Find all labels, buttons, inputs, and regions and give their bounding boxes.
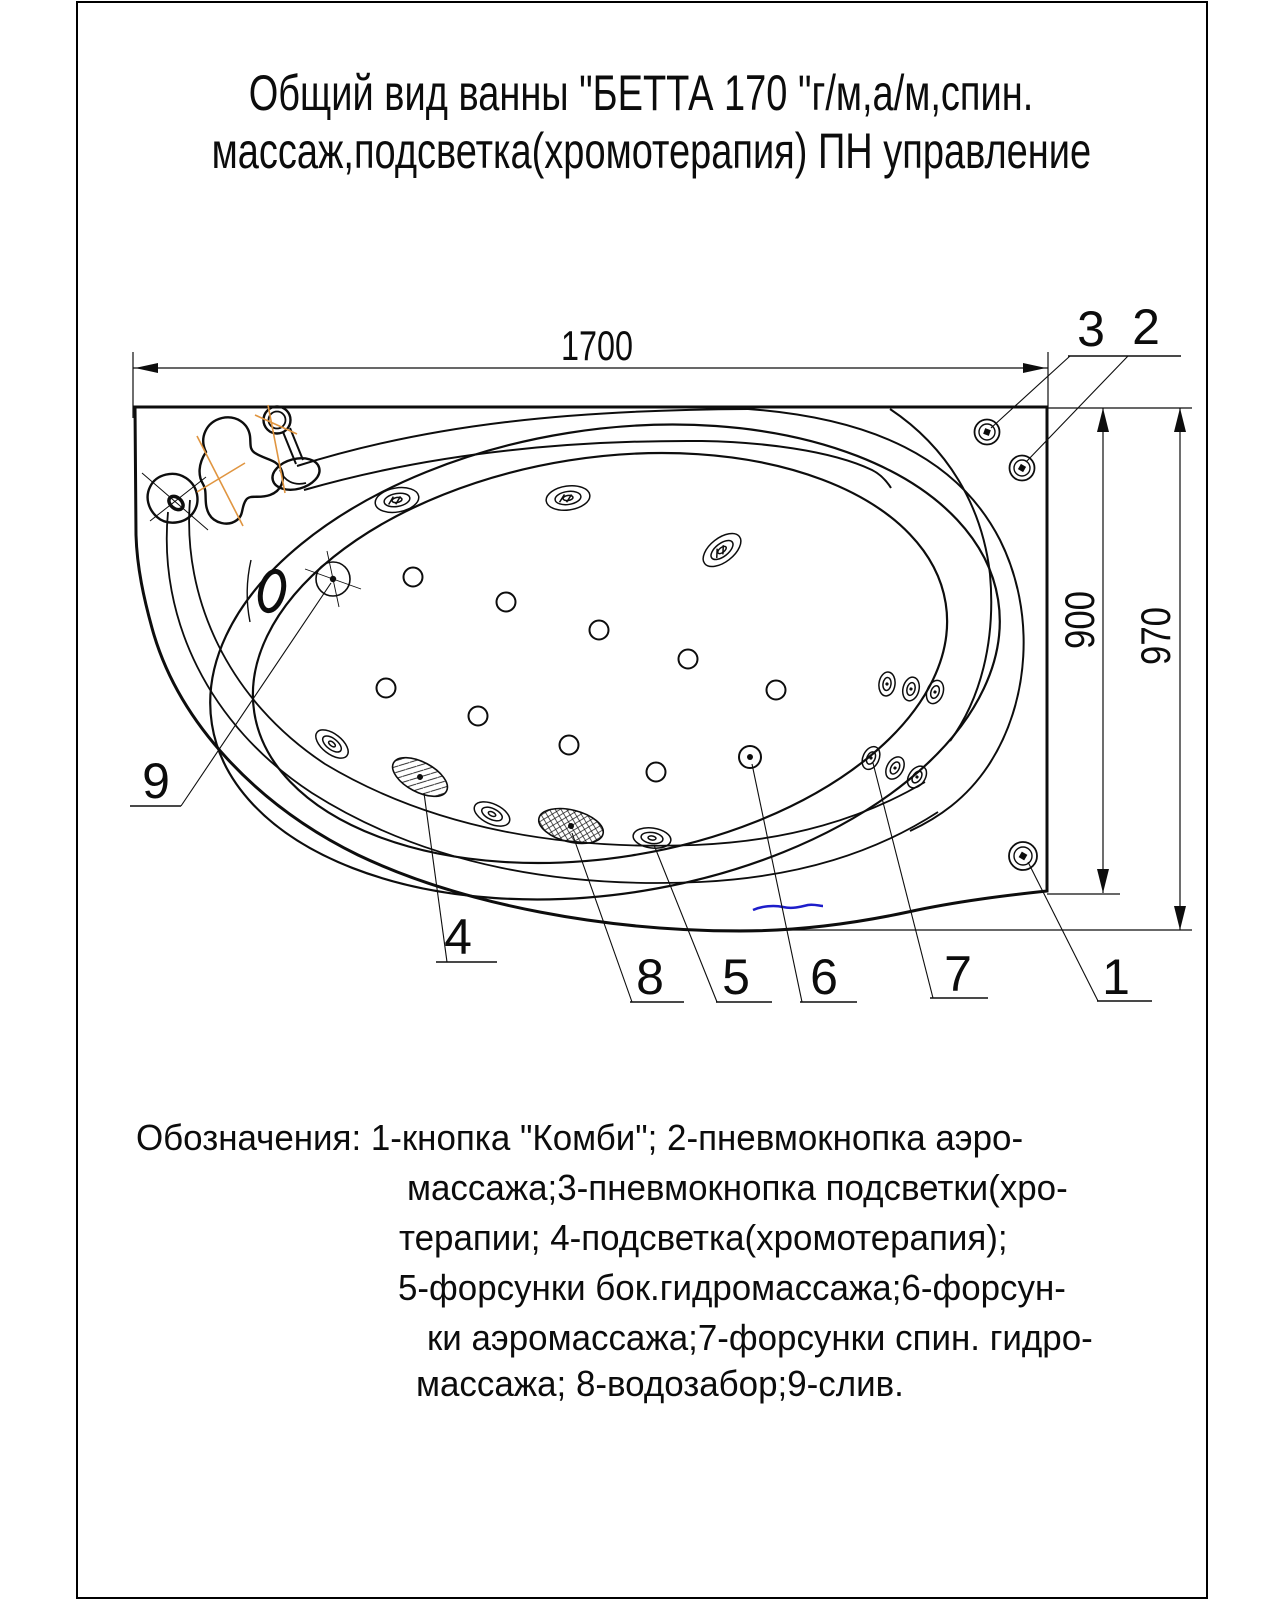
- callout-9: 9: [142, 753, 170, 809]
- tub-outer-silhouette: [135, 407, 1047, 931]
- spine-jets: [859, 671, 947, 791]
- legend-line-1: Обозначения: 1-кнопка "Комби"; 2-пневмокнопка аэро-: [136, 1117, 1024, 1158]
- dimension-width-outer: [690, 408, 1192, 930]
- legend-line-4: 5-форсунки бок.гидромассажа;6-форсун-: [398, 1267, 1066, 1308]
- drawing-title-line2: массаж,подсветка(хромотерапия) ПН управление: [211, 123, 1092, 179]
- callout-4: 4: [444, 909, 472, 965]
- callout-8: 8: [636, 949, 664, 1005]
- hydro-jet-5: [632, 825, 672, 850]
- drawing-title-line1: Общий вид ванны "БЕТТА 170 "г/м,а/м,спин.: [248, 65, 1034, 121]
- callout-5: 5: [722, 949, 750, 1005]
- callout-1: 1: [1102, 949, 1130, 1005]
- legend-line-3: терапии; 4-подсветка(хромотерапия);: [399, 1217, 1008, 1258]
- button-combi: [1009, 842, 1037, 870]
- blue-pen-mark: [753, 905, 823, 910]
- legend-line-6: массажа; 8-водозабор;9-слив.: [416, 1363, 904, 1404]
- drain: [305, 551, 361, 607]
- button-aero: [1010, 456, 1035, 481]
- dimension-length: [133, 322, 1048, 418]
- side-fitting: [142, 473, 208, 530]
- chromo-light-jet: [386, 750, 453, 805]
- dim-length-label: 1700: [561, 322, 633, 369]
- callout-2: 2: [1132, 299, 1160, 355]
- hand-shower: [264, 407, 324, 495]
- callout-3: 3: [1077, 301, 1105, 357]
- legend-line-5: ки аэромассажа;7-форсунки спин. гидро-: [427, 1317, 1093, 1358]
- legend-line-2: массажа;3-пневмокнопка подсветки(хро-: [407, 1167, 1068, 1208]
- callout-7: 7: [944, 946, 972, 1002]
- dim-width-inner-label: 900: [1056, 578, 1103, 649]
- aero-jet-6: [739, 746, 761, 768]
- callout-6: 6: [810, 949, 838, 1005]
- dim-width-outer-label: 970: [1132, 594, 1179, 665]
- water-intake: [535, 802, 607, 849]
- aero-jets: [377, 568, 786, 782]
- faucet-fixture: [200, 417, 283, 523]
